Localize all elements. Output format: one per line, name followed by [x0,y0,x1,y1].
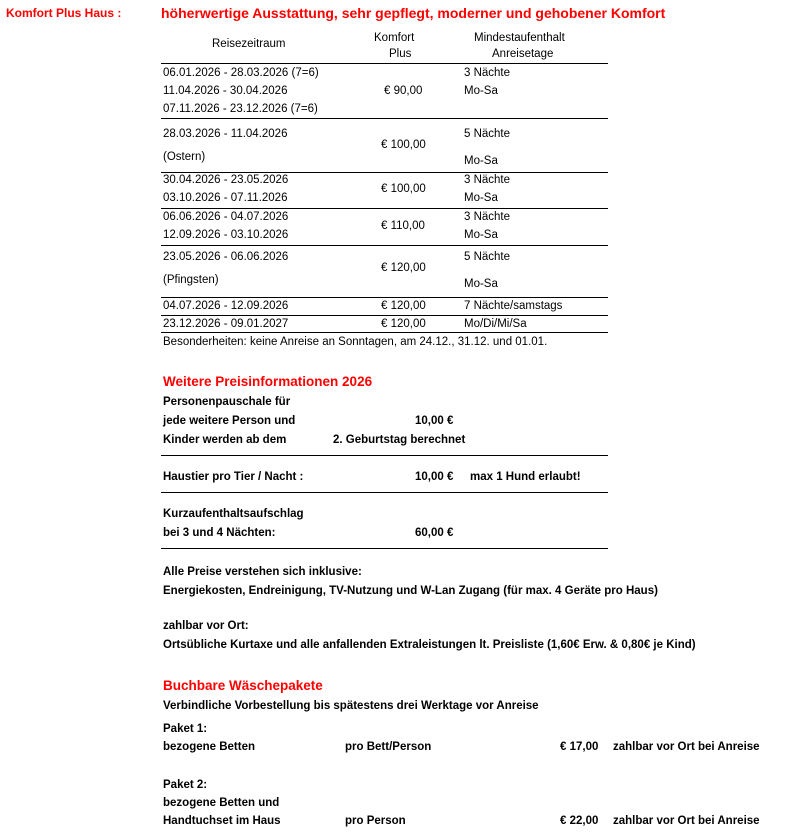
laundry-subtitle: Verbindliche Vorbestellung bis spätestens drei Werktage vor Anreise [163,700,539,712]
section-rule [161,455,608,456]
stay-line: 3 Nächte [464,211,511,223]
period-line: 30.04.2026 - 23.05.2026 [163,174,289,186]
stay-line: Mo-Sa [464,85,498,97]
period-line: 06.01.2026 - 28.03.2026 (7=6) [163,67,319,79]
package-2-desc-line1: bezogene Betten und [163,797,280,809]
inclusive-line1: Alle Preise verstehen sich inklusive: [163,566,362,578]
table-header-period: Reisezeitraum [212,38,286,50]
period-line: 23.05.2026 - 06.06.2026 [163,251,289,263]
period-line: 11.04.2026 - 30.04.2026 [163,85,288,97]
stay-line: Mo/Di/Mi/Sa [464,318,527,330]
package-1-desc: bezogene Betten [163,741,256,753]
person-surcharge-line3: Kinder werden ab dem [163,434,287,446]
package-1-name: Paket 1: [163,723,208,735]
page-title-right: höherwertige Ausstattung, sehr gepflegt, moderner und gehobener Komfort [161,5,666,21]
package-1-note: zahlbar vor Ort bei Anreise [613,741,760,753]
price-value: € 90,00 [384,85,423,97]
period-line: 07.11.2026 - 23.12.2026 (7=6) [163,103,318,115]
inclusive-line2: Energiekosten, Endreinigung, TV-Nutzung und W-Lan Zugang (für max. 4 Geräte pro Haus) [163,585,658,597]
table-rule [161,297,608,298]
package-2-desc-line2: Handtuchset im Haus [163,815,281,827]
short-stay-price: 60,00 € [415,527,454,539]
table-header-stay-line2: Anreisetage [492,48,554,60]
table-rule [161,172,608,173]
period-line: (Pfingsten) [163,274,219,286]
stay-line: Mo-Sa [464,155,498,167]
stay-line: 7 Nächte/samstags [464,300,563,312]
period-line: 12.09.2026 - 03.10.2026 [163,229,289,241]
payable-onsite-line1: zahlbar vor Ort: [163,620,249,632]
package-2-note: zahlbar vor Ort bei Anreise [613,815,760,827]
stay-line: 3 Nächte [464,174,511,186]
package-1-price: € 17,00 [560,741,599,753]
stay-line: Mo-Sa [464,192,498,204]
table-header-price-line1: Komfort [374,32,415,44]
table-rule [161,63,608,64]
pet-fee-price: 10,00 € [415,471,454,483]
price-value: € 120,00 [381,318,426,330]
period-line: 28.03.2026 - 11.04.2026 [163,128,288,140]
period-line: 06.06.2026 - 04.07.2026 [163,211,289,223]
package-2-price: € 22,00 [560,815,599,827]
table-rule [161,245,608,246]
person-surcharge-price: 10,00 € [415,415,454,427]
table-rule [161,208,608,209]
period-line: 04.07.2026 - 12.09.2026 [163,300,289,312]
person-surcharge-line2: jede weitere Person und [163,415,296,427]
section-title-laundry: Buchbare Wäschepakete [163,678,323,693]
section-rule [161,548,608,549]
package-1-unit: pro Bett/Person [345,741,432,753]
stay-line: 5 Nächte [464,128,511,140]
price-value: € 110,00 [381,220,425,232]
price-value: € 100,00 [381,139,426,151]
stay-line: 5 Nächte [464,251,511,263]
payable-onsite-line2: Ortsübliche Kurtaxe und alle anfallenden Extraleistungen lt. Preisliste (1,60€ Erw. & 0,80€ je Kind) [163,639,696,651]
short-stay-line2: bei 3 und 4 Nächten: [163,527,276,539]
table-header-price-line2: Plus [389,48,412,60]
stay-line: 3 Nächte [464,67,511,79]
price-value: € 120,00 [381,300,426,312]
person-surcharge-note: 2. Geburtstag berechnet [333,434,466,446]
section-rule [161,492,608,493]
period-line: 23.12.2026 - 09.01.2027 [163,318,289,330]
page-title-left: Komfort Plus Haus : [6,6,122,20]
price-value: € 120,00 [381,262,426,274]
table-footnote: Besonderheiten: keine Anreise an Sonntagen, am 24.12., 31.12. und 01.01. [163,336,548,348]
short-stay-line1: Kurzaufenthaltsaufschlag [163,508,304,520]
table-rule [161,315,608,316]
pet-fee-note: max 1 Hund erlaubt! [470,471,581,483]
pet-fee-label: Haustier pro Tier / Nacht : [163,471,304,483]
stay-line: Mo-Sa [464,229,498,241]
table-rule [161,332,608,333]
table-rule [161,118,608,119]
stay-line: Mo-Sa [464,278,498,290]
price-value: € 100,00 [381,183,426,195]
period-line: 03.10.2026 - 07.11.2026 [163,192,288,204]
section-title-price-info: Weitere Preisinformationen 2026 [163,374,373,389]
table-header-stay-line1: Mindestaufenthalt [474,32,565,44]
package-2-name: Paket 2: [163,779,208,791]
package-2-unit: pro Person [345,815,406,827]
person-surcharge-line1: Personenpauschale für [163,396,291,408]
period-line: (Ostern) [163,151,206,163]
